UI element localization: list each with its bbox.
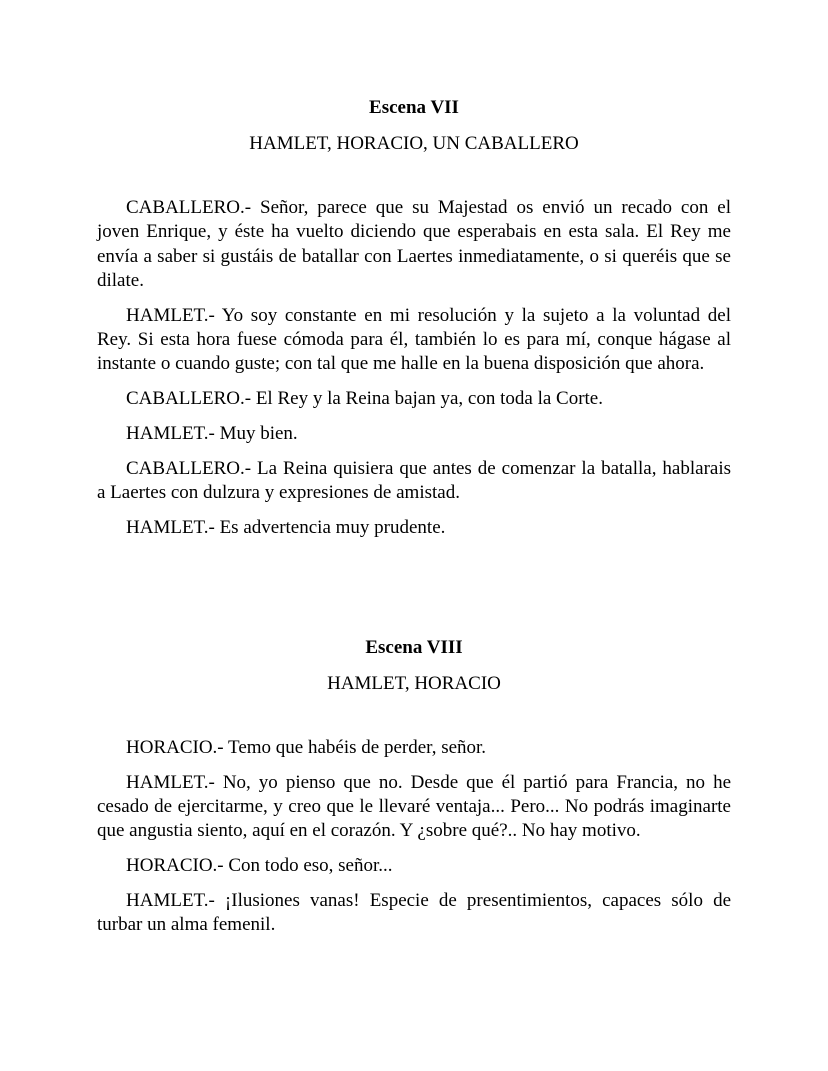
scene-cast: HAMLET, HORACIO <box>327 673 501 694</box>
dialogue-line: HAMLET.- Yo soy constante en mi resolución y la sujeto a la voluntad del Rey. Si esta hora fuese cómoda para él, también lo es para mí, conque hágase al instante o cuando guste; con tal que me halle en la buena disposición que ahora. <box>97 304 731 375</box>
dialogue-line: CABALLERO.- Señor, parece que su Majestad os envió un recado con el joven Enrique, y éste ha vuelto diciendo que esperabais en esta sala. El Rey me envía a saber si gustáis de batallar con Laertes inmediatamente, o si queréis que se dilate. <box>97 197 731 291</box>
dialogue-line: HORACIO.- Con todo eso, señor... <box>126 855 393 877</box>
scene-cast: HAMLET, HORACIO, UN CABALLERO <box>249 133 579 154</box>
dialogue <box>97 736 731 938</box>
scene-title: Escena VIII <box>365 637 463 658</box>
dialogue-line: CABALLERO.- La Reina quisiera que antes de comenzar la batalla, hablarais a Laertes con dulzura y expresiones de amistad. <box>97 457 731 503</box>
dialogue-line: CABALLERO.- El Rey y la Reina bajan ya, con toda la Corte. <box>126 388 603 410</box>
dialogue-line: HAMLET.- Muy bien. <box>126 422 298 444</box>
dialogue-line: HORACIO.- Temo que habéis de perder, señor. <box>126 737 487 758</box>
dialogue <box>97 196 731 540</box>
dialogue-line: HAMLET.- No, yo pienso que no. Desde que él partió para Francia, no he cesado de ejercitarme, y creo que le llevaré ventaja... Pero... No podrás imaginarte que angustia siento, aquí en el corazón. Y ¿sobre qué?.. No hay motivo. <box>97 771 731 842</box>
dialogue-line: HAMLET.- ¡Ilusiones vanas! Especie de presentimientos, capaces sólo de turbar un alma femenil. <box>97 889 731 936</box>
scene-7 <box>97 96 731 551</box>
dialogue-line: HAMLET.- Es advertencia muy prudente. <box>126 516 446 538</box>
scene-8 <box>97 636 731 948</box>
scene-title: Escena VII <box>369 97 459 118</box>
